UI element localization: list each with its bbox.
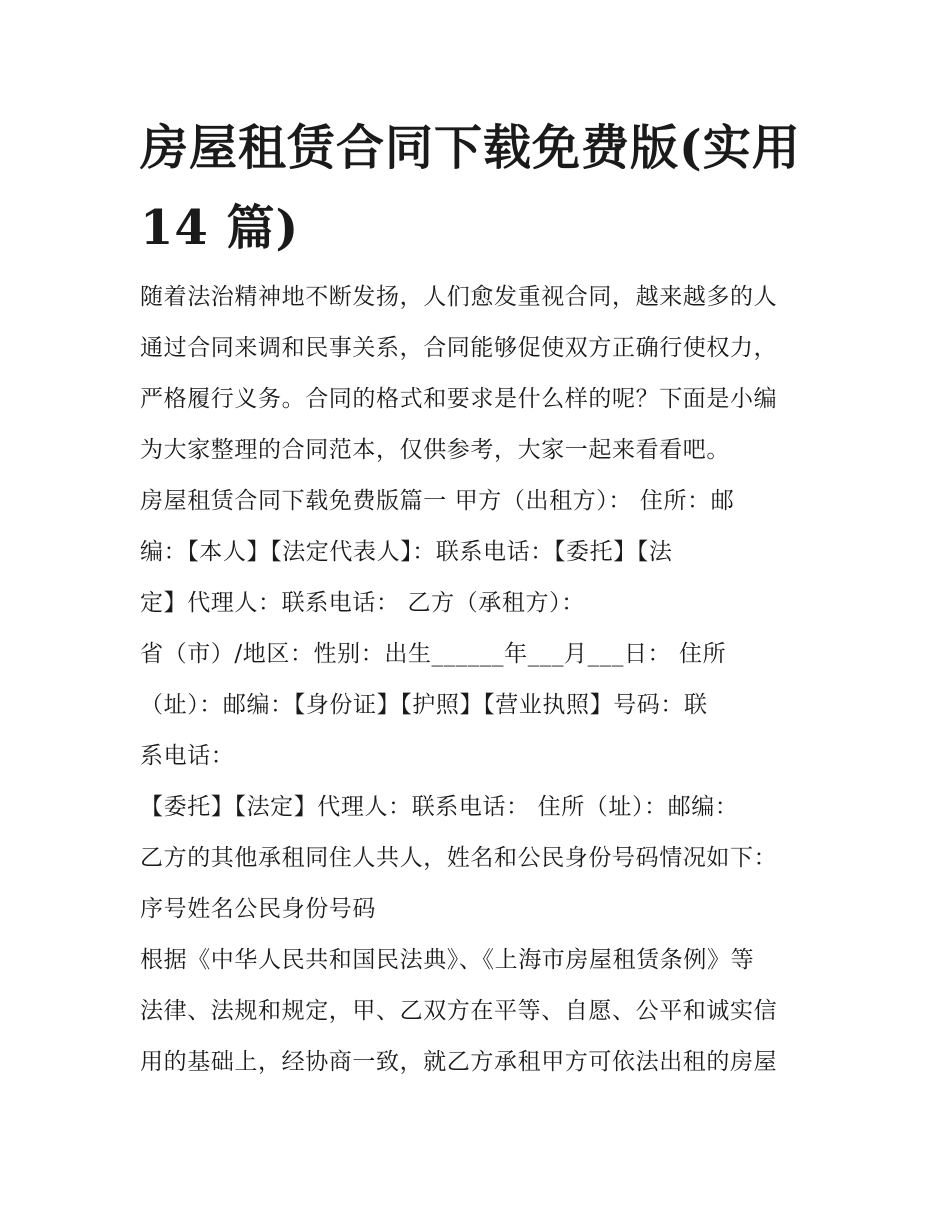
title-line: 房屋租赁合同下载免费版(实用 <box>140 120 801 176</box>
contract-body <box>140 476 812 1088</box>
body-line: 系电话： <box>140 743 235 769</box>
body-line: 根据《中华人民共和国民法典》、《上海市房屋租赁条例》等 <box>140 947 755 973</box>
intro-line: 通过合同来调和民事关系，合同能够促使双方正确行使权力， <box>140 335 778 361</box>
body-line: 房屋租赁合同下载免费版篇一 甲方（出租方）： 住所：邮 <box>140 488 735 514</box>
title-line: 14 篇) <box>140 200 300 256</box>
body-line: 用的基础上，经协商一致，就乙方承租甲方可依法出租的房屋 <box>140 1049 778 1075</box>
intro-line: 严格履行义务。合同的格式和要求是什么样的呢？下面是小编 <box>140 386 778 412</box>
body-line: 编：【本人】【法定代表人】：联系电话：【委托】【法 <box>140 539 673 565</box>
body-line: 【委托】【法定】代理人：联系电话： 住所（址）：邮编： <box>140 794 739 820</box>
intro-line: 为大家整理的合同范本，仅供参考，大家一起来看看吧。 <box>140 437 730 463</box>
document-page <box>140 108 812 1088</box>
body-line: 乙方的其他承租同住人共人，姓名和公民身份号码情况如下： <box>140 845 778 871</box>
body-line: 省（市）/地区：性别：出生______年___月___日： 住所 <box>140 641 727 667</box>
body-line: 法律、法规和规定，甲、乙双方在平等、自愿、公平和诚实信 <box>140 998 778 1024</box>
body-line: 序号姓名公民身份号码 <box>140 896 376 922</box>
document-title <box>140 108 812 268</box>
body-line: 定】代理人：联系电话： 乙方（承租方）： <box>140 590 585 616</box>
intro-line: 随着法治精神地不断发扬，人们愈发重视合同，越来越多的人 <box>140 284 778 310</box>
body-line: （址）：邮编：【身份证】【护照】【营业执照】号码：联 <box>140 692 708 718</box>
intro-paragraph <box>140 272 812 476</box>
